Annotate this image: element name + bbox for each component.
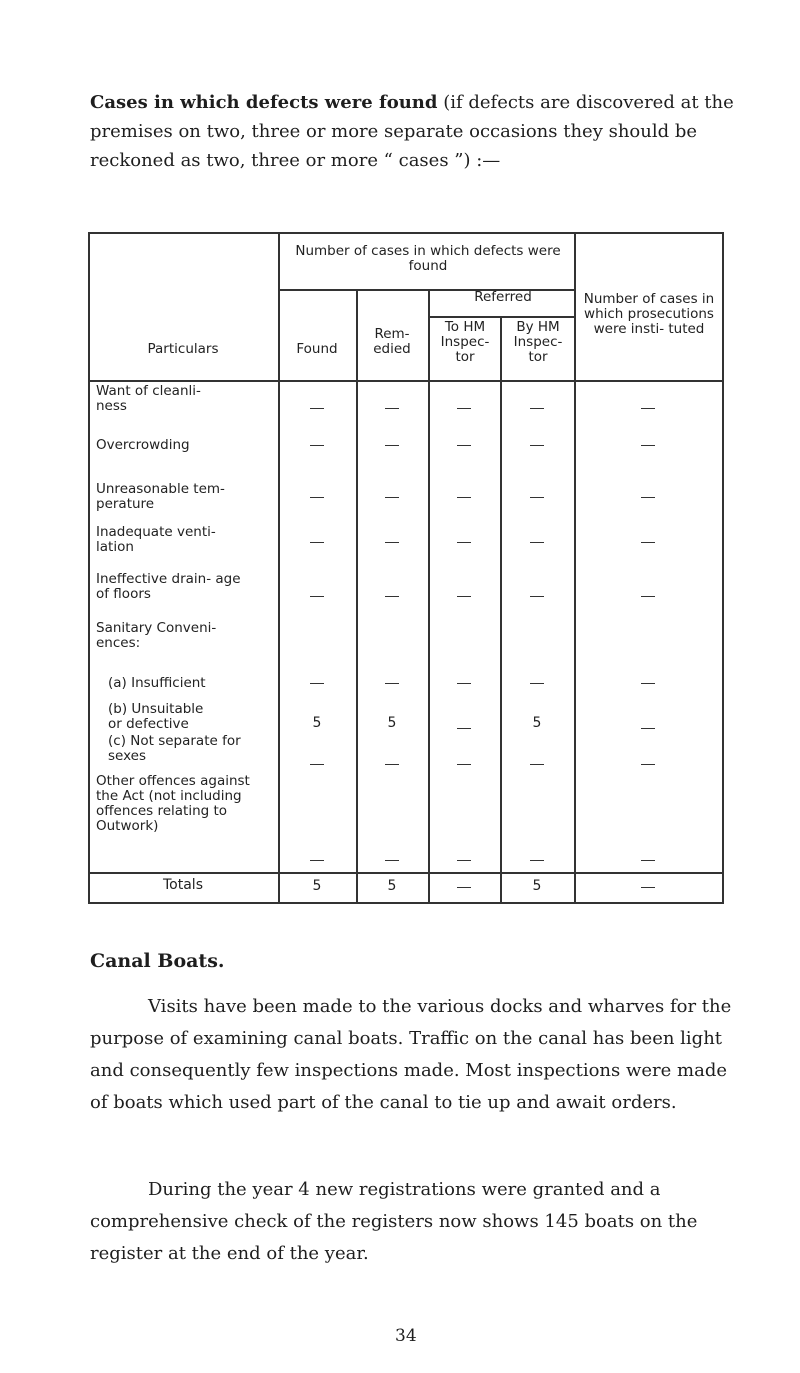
canal-paragraph-2: During the year 4 new registrations were granted and a comprehensive check of the registers now shows 145 boats on the register at the end of the year. bbox=[90, 1179, 698, 1264]
totals-tohm-dash bbox=[457, 887, 471, 888]
header-to-hm: To HM Inspec- tor bbox=[440, 319, 490, 365]
dash-r3-tohm bbox=[457, 497, 471, 498]
dash-r6a-rem bbox=[385, 683, 399, 684]
table-right-border bbox=[722, 232, 724, 904]
referred-rule bbox=[428, 316, 576, 318]
dash-r4-byhm bbox=[530, 542, 544, 543]
header-bottom-rule-left bbox=[88, 380, 278, 382]
value-r6b-remedied: 5 bbox=[387, 715, 397, 731]
dash-r7-byhm bbox=[530, 860, 544, 861]
dash-r7-found bbox=[310, 860, 324, 861]
dash-r1-byhm bbox=[530, 408, 544, 409]
row-label-other-offences: Other offences against the Act (not including offences relating to Outwork) bbox=[96, 773, 250, 834]
dash-r4-found bbox=[310, 542, 324, 543]
dash-r5-byhm bbox=[530, 596, 544, 597]
row-label-overcrowding: Overcrowding bbox=[96, 437, 190, 453]
dash-r6c-pros bbox=[641, 764, 655, 765]
dash-r1-pros bbox=[641, 408, 655, 409]
dash-r4-tohm bbox=[457, 542, 471, 543]
dash-r6a-found bbox=[310, 683, 324, 684]
dash-r5-found bbox=[310, 596, 324, 597]
header-bottom-rule-found bbox=[278, 380, 356, 382]
dash-r2-pros bbox=[641, 445, 655, 446]
dash-r7-pros bbox=[641, 860, 655, 861]
header-bottom-rule-ref bbox=[428, 380, 576, 382]
dash-r7-tohm bbox=[457, 860, 471, 861]
col-divider-particulars bbox=[278, 232, 280, 904]
dash-r2-rem bbox=[385, 445, 399, 446]
col-divider-byhm bbox=[574, 232, 576, 904]
intro-bold: Cases in which defects were found bbox=[90, 92, 438, 113]
dash-r6a-tohm bbox=[457, 683, 471, 684]
row-label-sanitary: Sanitary Conveni- ences: bbox=[96, 620, 217, 651]
row-label-cleanliness: Want of cleanli- ness bbox=[96, 383, 201, 414]
value-r6b-byhm: 5 bbox=[532, 715, 542, 731]
dash-r6b-pros bbox=[641, 728, 655, 729]
table-left-border bbox=[88, 232, 90, 904]
dash-r6c-found bbox=[310, 764, 324, 765]
canal-paragraph-1: Visits have been made to the various docks and wharves for the purpose of examining canal boats. Traffic on the canal has been light and consequently few inspections made. Most inspections were made of boats which used part of the canal to tie up and await orders. bbox=[90, 996, 732, 1113]
header-referred: Referred bbox=[474, 289, 532, 305]
dash-r3-found bbox=[310, 497, 324, 498]
header-bottom-rule-rem bbox=[356, 380, 428, 382]
row-label-insufficient: (a) Insufficient bbox=[108, 675, 206, 691]
dash-r5-rem bbox=[385, 596, 399, 597]
totals-remedied: 5 bbox=[387, 878, 397, 894]
row-label-ventilation: Inadequate venti- lation bbox=[96, 524, 216, 555]
dash-r3-pros bbox=[641, 497, 655, 498]
header-prosecutions: Number of cases in which prosecutions were insti- tuted bbox=[583, 291, 715, 337]
dash-r4-rem bbox=[385, 542, 399, 543]
dash-r1-rem bbox=[385, 408, 399, 409]
value-r6b-found: 5 bbox=[312, 715, 322, 731]
dash-r5-pros bbox=[641, 596, 655, 597]
table-bottom-border bbox=[88, 902, 724, 904]
col-divider-tohm bbox=[500, 316, 502, 904]
row-label-drainage: Ineffective drain- age of floors bbox=[96, 571, 241, 602]
dash-r3-byhm bbox=[530, 497, 544, 498]
intro-paragraph bbox=[90, 88, 750, 175]
header-remedied: Rem- edied bbox=[373, 326, 411, 357]
page-number: 34 bbox=[395, 1326, 417, 1346]
header-by-hm: By HM Inspec- tor bbox=[513, 319, 563, 365]
dash-r1-found bbox=[310, 408, 324, 409]
row-label-unsuitable: (b) Unsuitable or defective bbox=[108, 701, 204, 732]
row-label-not-separate: (c) Not separate for sexes bbox=[108, 733, 241, 764]
dash-r1-tohm bbox=[457, 408, 471, 409]
dash-r3-rem bbox=[385, 497, 399, 498]
table-top-border bbox=[88, 232, 724, 234]
row-label-temperature: Unreasonable tem- perature bbox=[96, 481, 225, 512]
dash-r6b-tohm bbox=[457, 728, 471, 729]
defects-table bbox=[88, 232, 724, 904]
header-found: Found bbox=[296, 341, 338, 357]
dash-r6a-byhm bbox=[530, 683, 544, 684]
dash-r6c-byhm bbox=[530, 764, 544, 765]
dash-r6c-tohm bbox=[457, 764, 471, 765]
canal-boats-heading: Canal Boats. bbox=[90, 950, 225, 972]
dash-r2-found bbox=[310, 445, 324, 446]
dash-r5-tohm bbox=[457, 596, 471, 597]
intro-text: (if defects are discovered at the premises on two, three or more separate occasions they should be reckoned as two, three or more “ cases ”) :— bbox=[90, 92, 734, 171]
dash-r6a-pros bbox=[641, 683, 655, 684]
header-bottom-rule-pros bbox=[574, 380, 724, 382]
header-particulars: Particulars bbox=[147, 341, 219, 357]
totals-byhm: 5 bbox=[532, 878, 542, 894]
totals-label: Totals bbox=[163, 877, 203, 893]
dash-r6c-rem bbox=[385, 764, 399, 765]
dash-r4-pros bbox=[641, 542, 655, 543]
header-group: Number of cases in which defects were found bbox=[295, 243, 561, 274]
dash-r7-rem bbox=[385, 860, 399, 861]
dash-r2-byhm bbox=[530, 445, 544, 446]
totals-pros-dash bbox=[641, 887, 655, 888]
dash-r2-tohm bbox=[457, 445, 471, 446]
totals-rule bbox=[88, 872, 724, 874]
totals-found: 5 bbox=[312, 878, 322, 894]
